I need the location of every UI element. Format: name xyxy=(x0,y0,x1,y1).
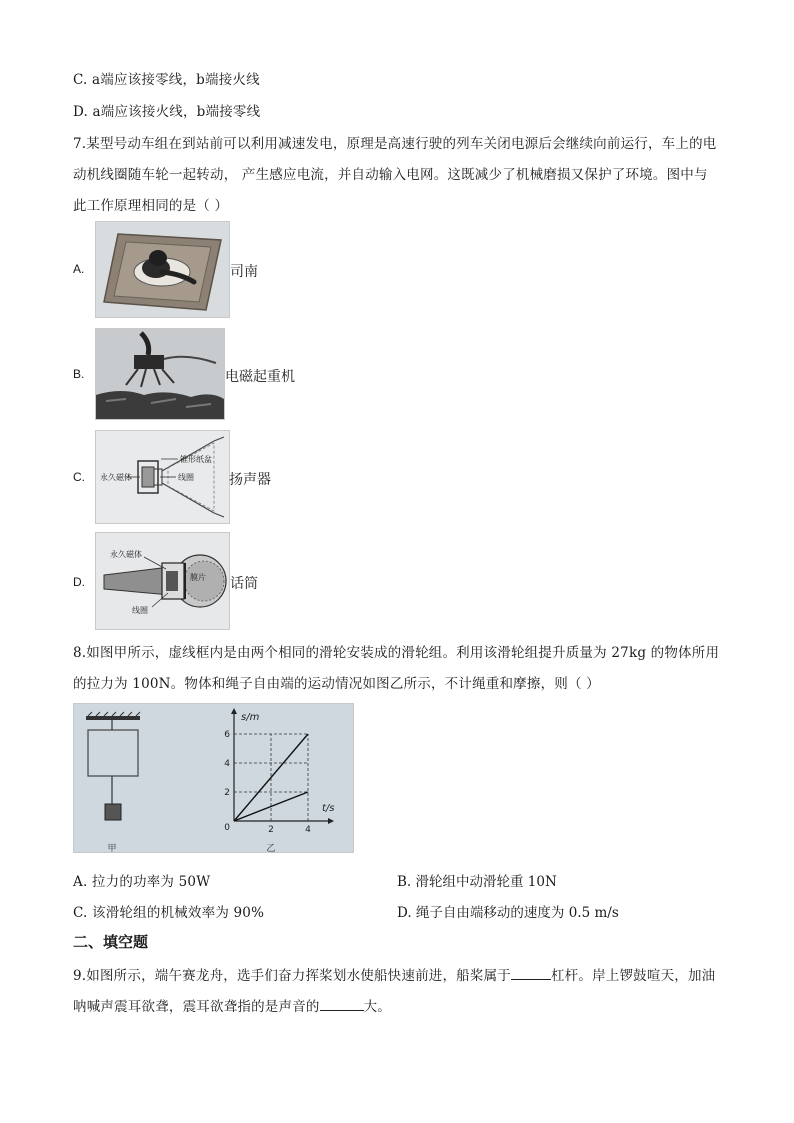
q6-option-d: D. a端应该接火线，b端接零线 xyxy=(73,104,261,120)
magnet-label: 永久磁体 xyxy=(110,550,142,559)
origin-label: 0 xyxy=(224,823,230,833)
q9-line1 xyxy=(73,964,715,984)
q7-option-b-caption: 电磁起重机 xyxy=(225,369,295,385)
q8-option-d: D. 绳子自由端移动的速度为 0.5 m/s xyxy=(397,905,619,921)
magnet-label: 永久磁体 xyxy=(100,473,132,482)
cone-label: 锥形纸盆 xyxy=(180,455,212,464)
diaphragm-label: 膜片 xyxy=(190,573,206,582)
q9-blank-2[interactable] xyxy=(320,998,364,1011)
q8-option-a: A. 拉力的功率为 50W xyxy=(73,874,211,890)
x-tick-label: 4 xyxy=(305,825,311,835)
loudspeaker-diagram-icon xyxy=(96,431,229,523)
q8-figure xyxy=(73,703,354,853)
q6-option-c: C. a端应该接零线，b端接火线 xyxy=(73,72,260,88)
q7-option-c-image xyxy=(95,430,230,524)
q8-option-b: B. 滑轮组中动滑轮重 10N xyxy=(397,874,557,890)
coil-label: 线圈 xyxy=(132,606,148,615)
q9-line2-text-a: 呐喊声震耳欲聋，震耳欲聋指的是声音的 xyxy=(73,999,320,1015)
q9-blank-1[interactable] xyxy=(511,967,551,980)
x-axis-label: t/s xyxy=(322,803,335,814)
q7-stem-line3: 此工作原理相同的是（ ） xyxy=(73,198,229,214)
q7-option-a-image xyxy=(95,221,230,318)
q8-stem-line1: 8.如图甲所示，虚线框内是由两个相同的滑轮安装成的滑轮组。利用该滑轮组提升质量为 27kg 的物体所用 xyxy=(73,645,720,661)
electromagnetic-crane-icon xyxy=(96,329,224,419)
q9-line1-text-b: 杠杆。岸上锣鼓喧天，加油 xyxy=(550,968,716,984)
y-tick-label: 6 xyxy=(224,730,230,740)
y-axis-label: s/m xyxy=(241,712,260,723)
q7-stem-line1: 7.某型号动车组在到站前可以利用减速发电，原理是高速行驶的列车关闭电源后会继续向前运行，车上的电 xyxy=(73,136,717,152)
x-tick-label: 2 xyxy=(268,825,274,835)
y-tick-label: 2 xyxy=(224,788,230,798)
q8-stem-line2: 的拉力为 100N。物体和绳子自由端的运动情况如图乙所示，不计绳重和摩擦，则（ ） xyxy=(73,676,600,692)
q8-figure-svg xyxy=(74,704,353,852)
q9-line2 xyxy=(73,995,391,1015)
q7-option-c-caption: 扬声器 xyxy=(229,472,271,488)
q7-option-d-image xyxy=(95,532,230,630)
q8-option-c: C. 该滑轮组的机械效率为 90% xyxy=(73,905,265,921)
q7-stem-line2: 动机线圈随车轮一起转动， 产生感应电流，并自动输入电网。这既减少了机械磨损又保护了环境。图中与 xyxy=(73,167,708,183)
y-tick-label: 4 xyxy=(224,759,230,769)
sinan-compass-icon xyxy=(96,222,229,317)
microphone-diagram-icon xyxy=(96,533,229,629)
q9-line2-text-b: 大。 xyxy=(363,999,392,1015)
figure-jia-label: 甲 xyxy=(107,844,117,852)
section-title: 二、填空题 xyxy=(73,933,149,951)
q7-option-b-letter: B. xyxy=(73,367,85,381)
q7-option-b-image xyxy=(95,328,225,420)
coil-label: 线圈 xyxy=(178,473,194,482)
q9-line1-text-a: 9.如图所示，端午赛龙舟，选手们奋力挥桨划水使船快速前进，船桨属于 xyxy=(73,968,511,984)
q7-option-d-letter: D. xyxy=(73,575,85,589)
q7-option-a-caption: 司南 xyxy=(230,264,258,280)
figure-yi-label: 乙 xyxy=(266,844,276,852)
q7-option-d-caption: 话筒 xyxy=(230,576,258,592)
q7-option-c-letter: C. xyxy=(73,470,85,484)
q7-option-a-letter: A. xyxy=(73,262,85,276)
